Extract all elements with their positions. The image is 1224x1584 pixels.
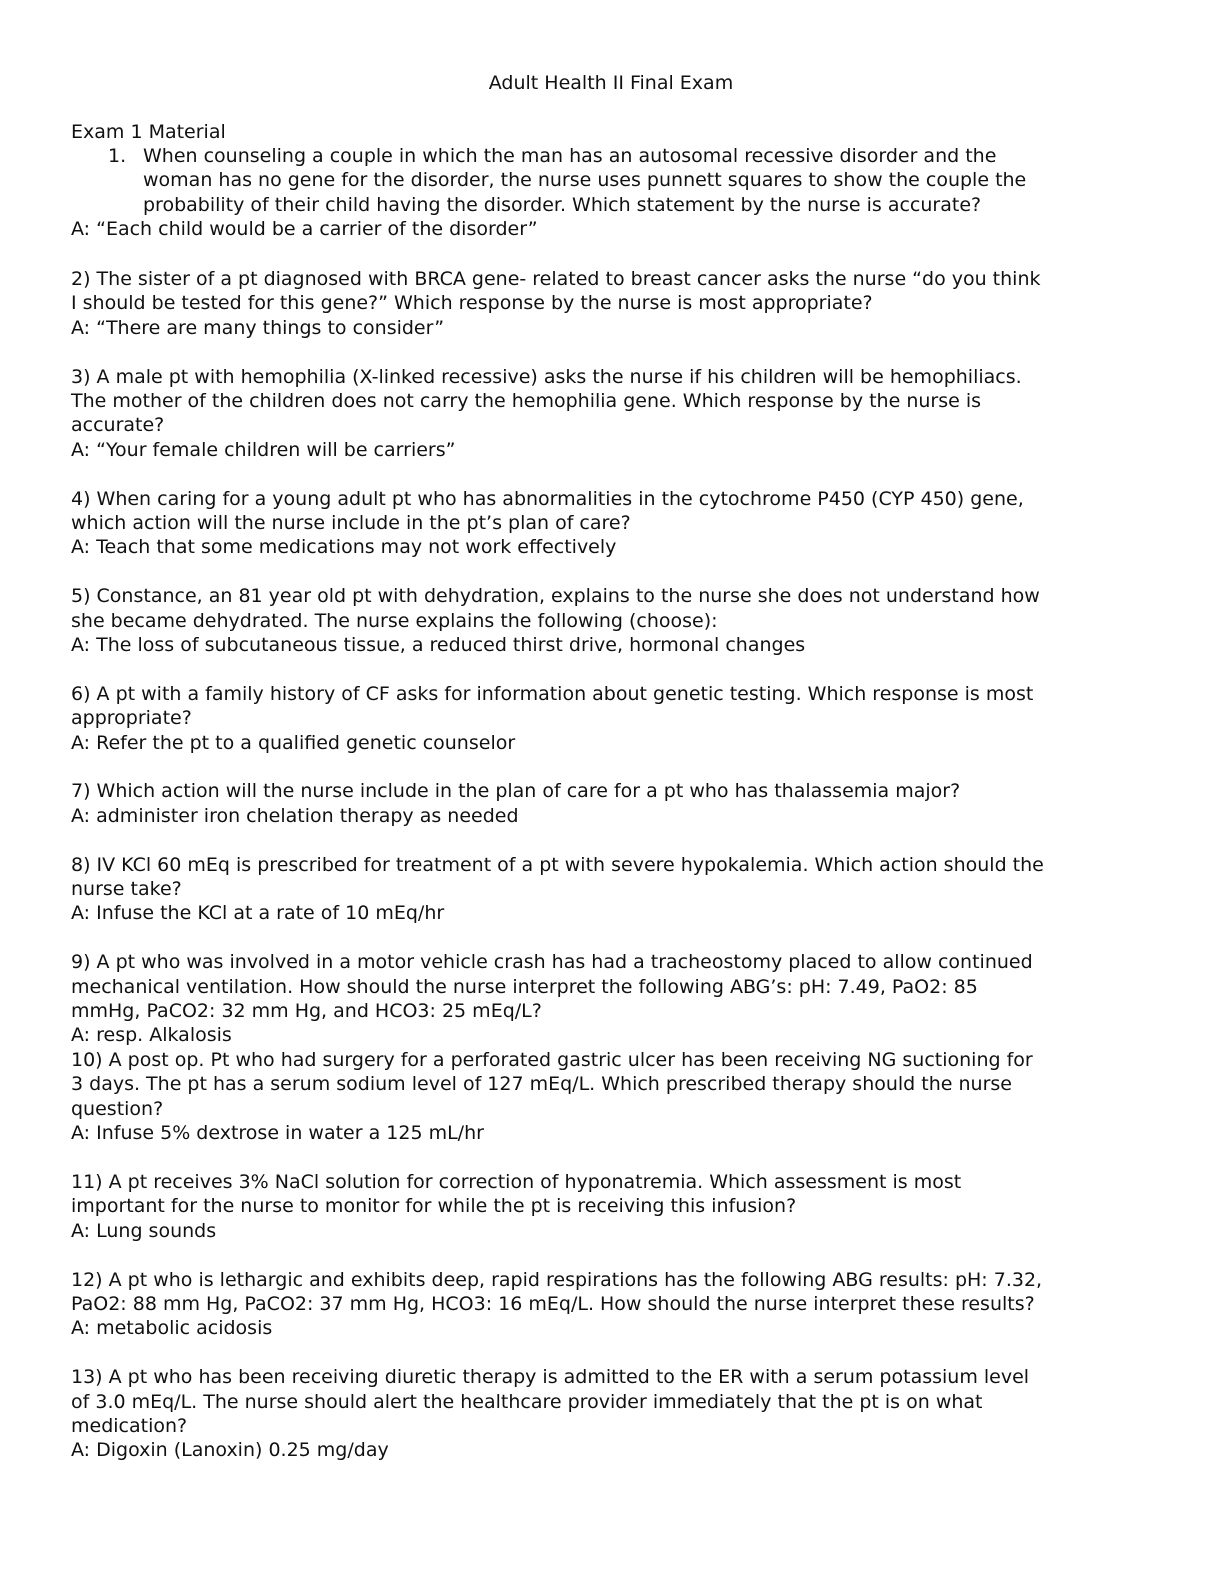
blank-line xyxy=(71,755,1151,779)
question-line: woman has no gene for the disorder, the nurse uses punnett squares to show the couple the xyxy=(143,169,1027,192)
question-block xyxy=(71,267,1151,340)
question-line: important for the nurse to monitor for while the pt is receiving this infusion? xyxy=(71,1195,797,1218)
question-line: which action will the nurse include in the pt’s plan of care? xyxy=(71,512,631,535)
question-line: 10) A post op. Pt who had surgery for a perforated gastric ulcer has been receiving NG suctioning for xyxy=(71,1048,1033,1071)
blank-line xyxy=(71,657,1151,681)
question-line: I should be tested for this gene?” Which response by the nurse is most appropriate? xyxy=(71,292,873,315)
answer-line: A: Lung sounds xyxy=(71,1219,217,1242)
question-block xyxy=(71,1365,1151,1463)
answer-line: A: Refer the pt to a qualified genetic counselor xyxy=(71,731,516,754)
question-line: 2) The sister of a pt diagnosed with BRCA gene- related to breast cancer asks the nurse “do you think xyxy=(71,268,1041,290)
answer-line: A: The loss of subcutaneous tissue, a reduced thirst drive, hormonal changes xyxy=(71,634,806,657)
question-block xyxy=(71,779,1151,828)
question-line: of 3.0 mEq/L. The nurse should alert the healthcare provider immediately that the pt is on what xyxy=(71,1390,983,1413)
answer-line: A: metabolic acidosis xyxy=(71,1317,273,1340)
answer-line: A: resp. Alkalosis xyxy=(71,1024,232,1047)
blank-line xyxy=(71,1243,1151,1267)
question-block xyxy=(71,365,1151,463)
question-line: 3 days. The pt has a serum sodium level of 127 mEq/L. Which prescribed therapy should the nurse xyxy=(71,1073,1012,1096)
page-title: Adult Health II Final Exam xyxy=(488,72,734,94)
answer-line: A: “Each child would be a carrier of the disorder” xyxy=(71,218,538,241)
blank-line xyxy=(71,926,1151,950)
question-line: 3) A male pt with hemophilia (X-linked recessive) asks the nurse if his children will be hemophiliacs. xyxy=(71,365,1022,388)
blank-line xyxy=(71,560,1151,584)
question-line: mmHg, PaCO2: 32 mm Hg, and HCO3: 25 mEq/L? xyxy=(71,1000,542,1023)
question-line: PaO2: 88 mm Hg, PaCO2: 37 mm Hg, HCO3: 16 mEq/L. How should the nurse interpret these results? xyxy=(71,1292,1035,1315)
question-line: 9) A pt who was involved in a motor vehicle crash has had a tracheostomy placed to allow continued xyxy=(71,951,1033,974)
question-block xyxy=(71,584,1151,657)
question-line: 13) A pt who has been receiving diuretic therapy is admitted to the ER with a serum potassium level xyxy=(71,1366,1030,1389)
section-heading: Exam 1 Material xyxy=(71,121,226,143)
question-line: medication? xyxy=(71,1414,188,1437)
question-block xyxy=(71,1268,1151,1341)
answer-line: A: “There are many things to consider” xyxy=(71,316,445,339)
blank-line xyxy=(71,1146,1151,1170)
answer-line: A: “Your female children will be carriers” xyxy=(71,438,456,461)
question-line: accurate? xyxy=(71,414,165,437)
blank-line xyxy=(71,1341,1151,1365)
answer-line: A: Infuse the KCl at a rate of 10 mEq/hr xyxy=(71,902,445,925)
question-line: 11) A pt receives 3% NaCl solution for correction of hyponatremia. Which assessment is most xyxy=(71,1170,962,1193)
question-line: appropriate? xyxy=(71,707,192,730)
question-line: nurse take? xyxy=(71,878,182,901)
question-block xyxy=(71,1048,1151,1146)
question-line: mechanical ventilation. How should the nurse interpret the following ABG’s: pH: 7.49, PaO2: 85 xyxy=(71,975,978,998)
question-line: 5) Constance, an 81 year old pt with dehydration, explains to the nurse she does not understand how xyxy=(71,585,1040,608)
question-line: The mother of the children does not carry the hemophilia gene. Which response by the nurse is xyxy=(71,390,982,413)
question-1 xyxy=(71,144,1151,242)
question-line: 4) When caring for a young adult pt who has abnormalities in the cytochrome P450 (CYP 450) gene, xyxy=(71,487,1024,510)
question-list xyxy=(71,267,1151,1463)
question-line: 6) A pt with a family history of CF asks for information about genetic testing. Which response is most xyxy=(71,682,1034,705)
question-block xyxy=(71,487,1151,560)
question-line: 7) Which action will the nurse include in the plan of care for a pt who has thalassemia major? xyxy=(71,780,961,803)
blank-line xyxy=(71,462,1151,486)
answer-line: A: Teach that some medications may not work effectively xyxy=(71,536,617,559)
question-block xyxy=(71,1170,1151,1243)
answer-line: A: Digoxin (Lanoxin) 0.25 mg/day xyxy=(71,1439,389,1462)
question-line: question? xyxy=(71,1097,164,1120)
question-line: 8) IV KCl 60 mEq is prescribed for treatment of a pt with severe hypokalemia. Which action should the xyxy=(71,853,1044,876)
question-block xyxy=(71,950,1151,1048)
blank-line xyxy=(71,828,1151,852)
blank-line xyxy=(71,340,1151,364)
question-text xyxy=(143,144,1151,217)
question-line: probability of their child having the disorder. Which statement by the nurse is accurate? xyxy=(143,193,982,216)
answer-line: A: Infuse 5% dextrose in water a 125 mL/hr xyxy=(71,1122,484,1145)
question-line: When counseling a couple in which the man has an autosomal recessive disorder and the xyxy=(143,145,997,167)
question-block xyxy=(71,853,1151,926)
question-line: she became dehydrated. The nurse explains the following (choose): xyxy=(71,609,718,632)
answer-line: A: administer iron chelation therapy as needed xyxy=(71,804,519,827)
question-block xyxy=(71,682,1151,755)
question-number: 1. xyxy=(108,145,127,167)
question-line: 12) A pt who is lethargic and exhibits deep, rapid respirations has the following ABG results: pH: 7.32, xyxy=(71,1268,1043,1291)
